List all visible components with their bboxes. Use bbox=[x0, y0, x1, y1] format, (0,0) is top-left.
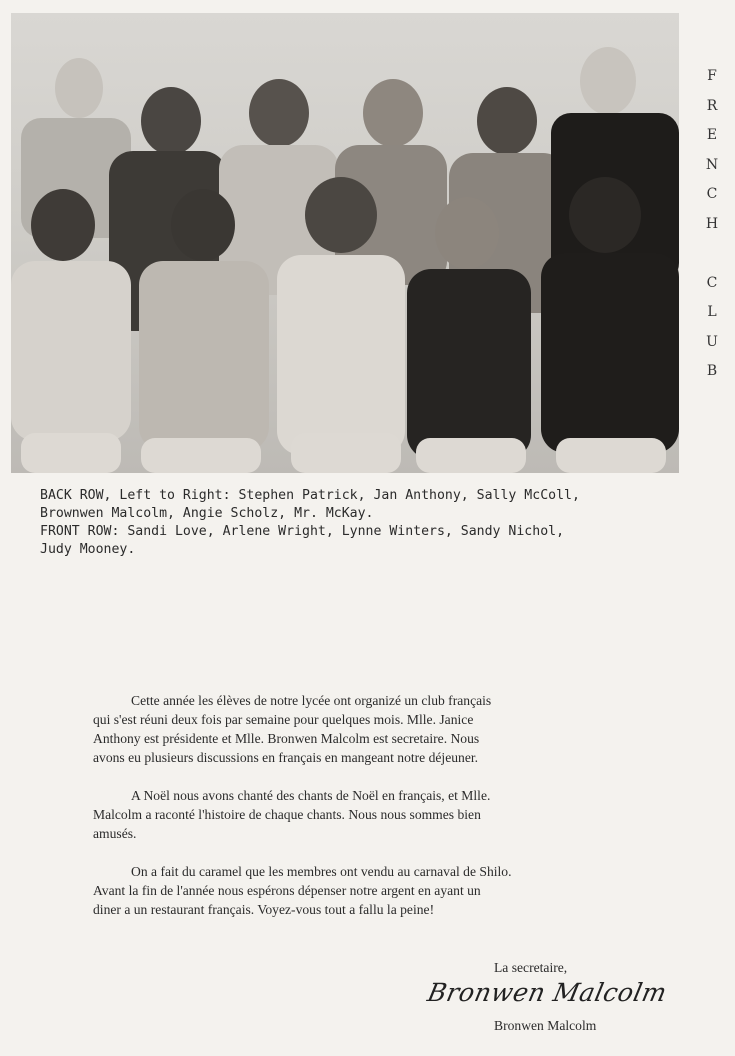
side-title-letter: C bbox=[706, 274, 718, 291]
body-line: Malcolm a raconté l'histoire de chaque chants. Nous nous sommes bien bbox=[93, 807, 481, 822]
side-title-letter: F bbox=[707, 68, 717, 84]
body-line: Avant la fin de l'année nous espérons dépenser notre argent en ayant un bbox=[93, 883, 481, 898]
side-title-letter: U bbox=[706, 333, 718, 350]
body-line: Anthony est présidente et Mlle. Bronwen Malcolm est secretaire. Nous bbox=[93, 731, 480, 746]
body-paragraph bbox=[93, 786, 613, 843]
body-line: amusés. bbox=[93, 826, 137, 841]
side-title-letter: R bbox=[706, 97, 718, 114]
body-line: avons eu plusieurs discussions en français en mangeant notre déjeuner. bbox=[93, 750, 479, 765]
body-line: On a fait du caramel que les membres ont vendu au carnaval de Shilo. bbox=[131, 864, 512, 879]
side-title-french-club bbox=[702, 66, 722, 391]
caption-back-row-line: Brownwen Malcolm, Angie Scholz, Mr. McKay. bbox=[40, 506, 374, 521]
signer-name: Bronwen Malcolm bbox=[494, 1018, 597, 1033]
side-title-letter: B bbox=[706, 363, 718, 379]
body-line: A Noël nous avons chanté des chants de Noël en français, et Mlle. bbox=[131, 788, 491, 803]
side-title-letter: L bbox=[707, 304, 717, 320]
body-paragraph bbox=[93, 862, 613, 919]
signature: Bronwen Malcolm bbox=[424, 978, 670, 1007]
side-title-letter: C bbox=[706, 186, 718, 202]
side-title-gap bbox=[702, 243, 722, 273]
body-line: Cette année les élèves de notre lycée ont organizé un club français bbox=[131, 693, 492, 708]
photo-caption bbox=[40, 487, 680, 559]
body-text bbox=[93, 691, 613, 938]
body-line: qui s'est réuni deux fois par semaine pour quelques mois. Mlle. Janice bbox=[93, 712, 474, 727]
group-photo bbox=[11, 13, 679, 473]
side-title-letter: E bbox=[706, 127, 718, 143]
group-photo-illustration bbox=[11, 13, 679, 473]
body-paragraph bbox=[93, 691, 613, 767]
body-line: diner a un restaurant français. Voyez-vous tout a fallu la peine! bbox=[93, 902, 435, 917]
side-title-letter: N bbox=[705, 156, 719, 173]
caption-front-row-line: Judy Mooney. bbox=[40, 542, 136, 557]
side-title-letter: H bbox=[705, 215, 719, 232]
caption-back-row-line: BACK ROW, Left to Right: Stephen Patrick, Jan Anthony, Sally McColl, bbox=[40, 488, 580, 503]
closing-salutation: La secretaire, bbox=[494, 960, 568, 975]
caption-front-row-line: FRONT ROW: Sandi Love, Arlene Wright, Lynne Winters, Sandy Nichol, bbox=[40, 524, 565, 539]
